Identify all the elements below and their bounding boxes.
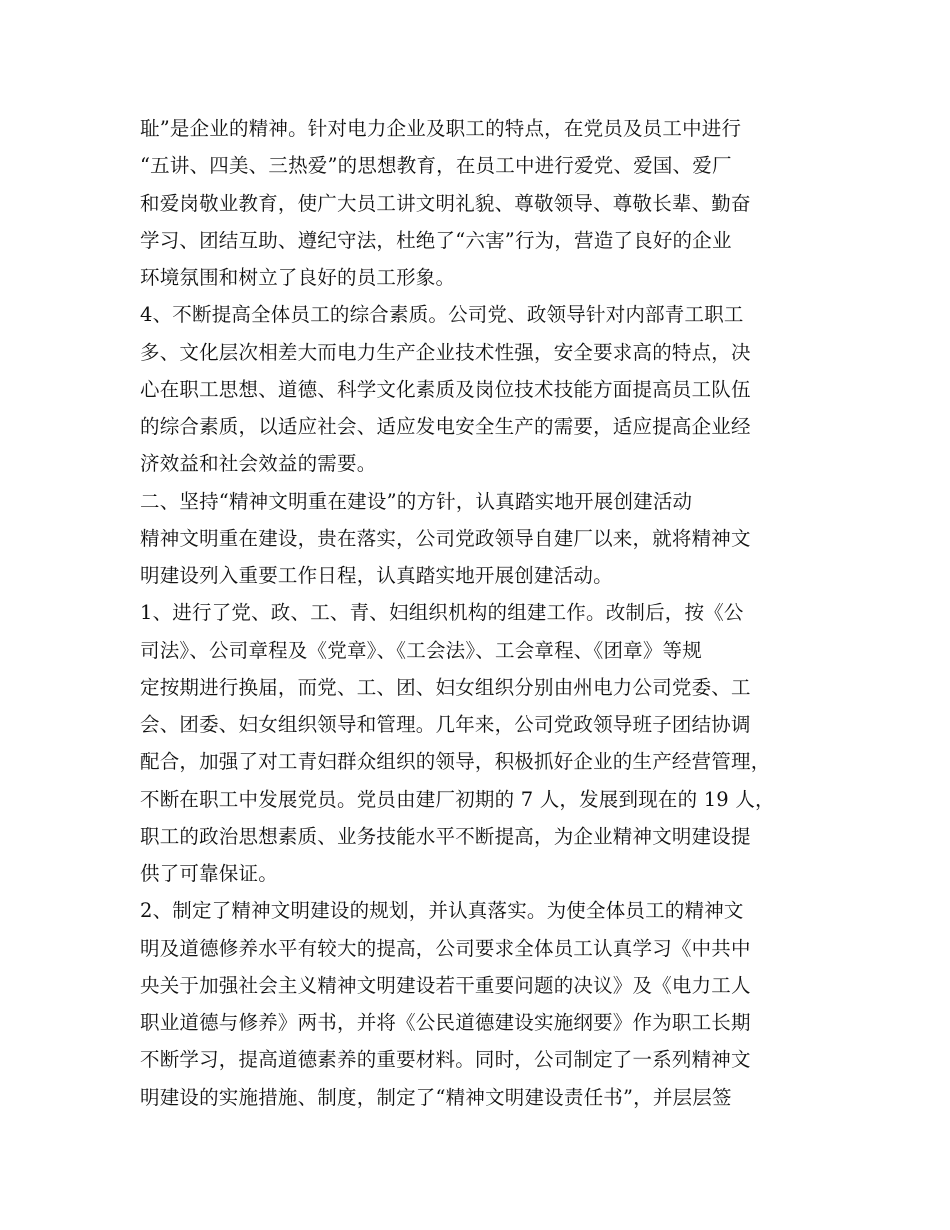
text-line: 供了可靠保证。 — [140, 862, 278, 885]
text-line: 不断学习，提高道德素养的重要材料。同时，公司制定了一系列精神文 — [140, 1048, 751, 1072]
text-line: 4、不断提高全体员工的综合素质。公司党、政领导针对内部青工职工 — [140, 303, 744, 327]
section-heading: 二、坚持“精神文明重在建设”的方针，认真踏实地开展创建活动 — [140, 489, 693, 513]
text-line: 职业道德与修养》两书，并将《公民道德建设实施纲要》作为职工长期 — [140, 1011, 751, 1034]
text-line: 会、团委、妇女组织领导和管理。几年来，公司党政领导班子团结协调 — [140, 713, 751, 736]
body-text — [140, 110, 830, 1116]
text-line: 环境氛围和树立了良好的员工形象。 — [140, 266, 456, 289]
text-line: 耻”是企业的精神。针对电力企业及职工的特点，在党员及员工中进行 — [140, 117, 742, 140]
text-line: 定按期进行换届，而党、工、团、妇女组织分别由州电力公司党委、工 — [140, 675, 751, 699]
text-line: 明及道德修养水平有较大的提高，公司要求全体员工认真学习《中共中 — [140, 936, 751, 960]
text-line: 央关于加强社会主义精神文明建设若干重要问题的决议》及《电力工人 — [140, 973, 751, 997]
text-line: 多、文化层次相差大而电力生产企业技术性强，安全要求高的特点，决 — [140, 340, 751, 364]
text-line: 明建设的实施措施、制度，制定了“精神文明建设责任书”，并层层签 — [140, 1085, 732, 1109]
text-line: 精神文明重在建设，贵在落实，公司党政领导自建厂以来，就将精神文 — [140, 526, 751, 550]
text-line: 不断在职工中发展党员。党员由建厂初期的 7 人，发展到现在的 19 人， — [140, 787, 775, 811]
text-line: 1、进行了党、政、工、青、妇组织机构的组建工作。改制后，按《公 — [140, 601, 744, 625]
text-line: 职工的政治思想素质、业务技能水平不断提高，为企业精神文明建设提 — [140, 824, 751, 848]
text-line: 配合，加强了对工青妇群众组织的领导，积极抓好企业的生产经营管理， — [140, 750, 771, 774]
text-line: 的综合素质，以适应社会、适应发电安全生产的需要，适应提高企业经 — [140, 415, 751, 438]
text-line: 学习、团结互助、遵纪守法，杜绝了“六害”行为，营造了良好的企业 — [140, 228, 732, 252]
text-line: 心在职工思想、道德、科学文化素质及岗位技术技能方面提高员工队伍 — [140, 377, 751, 401]
text-line: “五讲、四美、三热爱”的思想教育，在员工中进行爱党、爱国、爱厂 — [140, 154, 732, 178]
text-line: 司法》、公司章程及《党章》、《工会法》、工会章程、《团章》等规 — [140, 638, 702, 662]
text-line: 明建设列入重要工作日程，认真踏实地开展创建活动。 — [140, 564, 613, 587]
text-line: 2、制定了精神文明建设的规划，并认真落实。为使全体员工的精神文 — [140, 899, 744, 923]
text-line: 和爱岗敬业教育，使广大员工讲文明礼貌、尊敬领导、尊敬长辈、勤奋 — [140, 191, 751, 215]
text-line: 济效益和社会效益的需要。 — [140, 452, 377, 476]
